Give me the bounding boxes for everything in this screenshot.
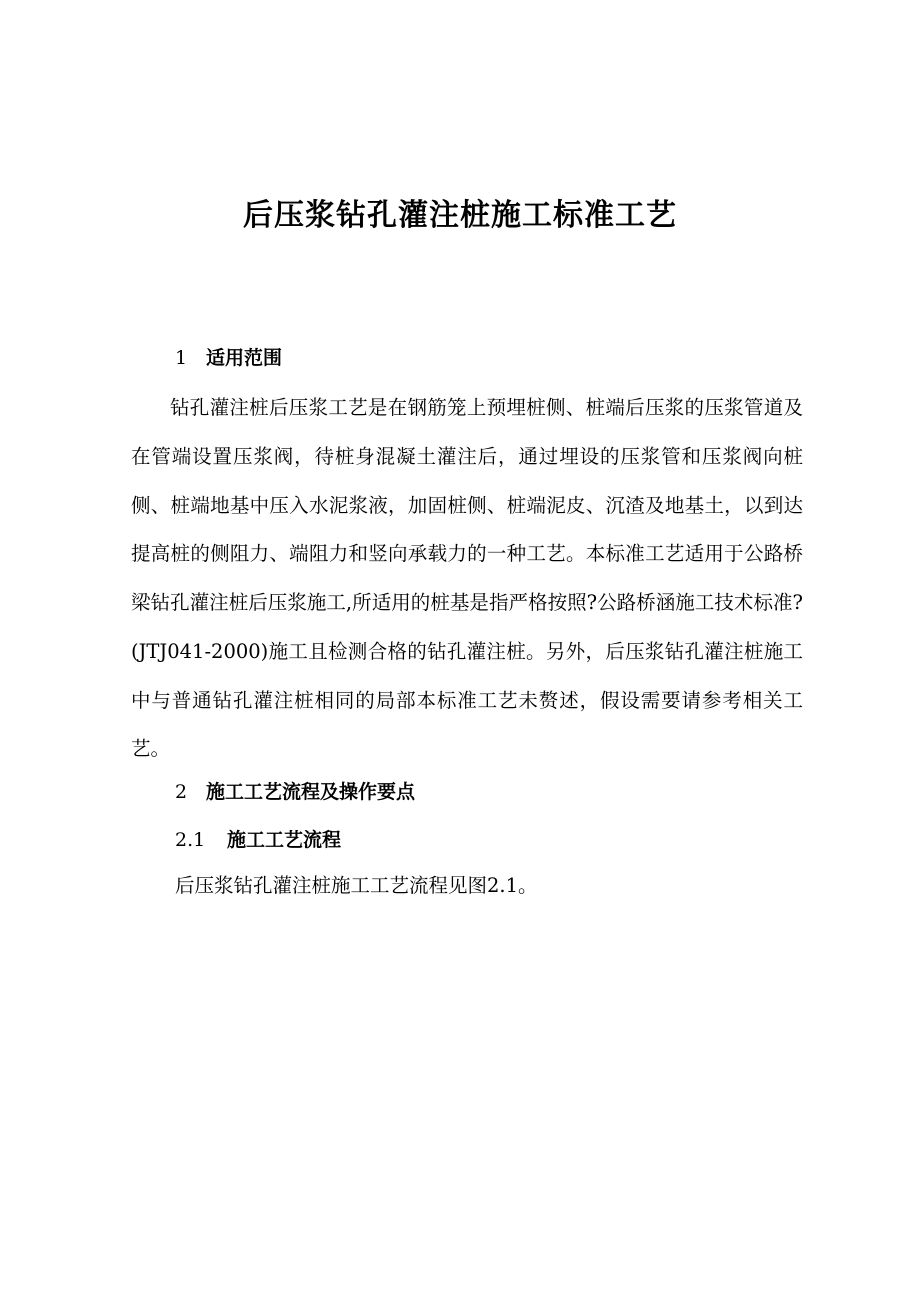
section-title: 适用范围 (206, 347, 283, 369)
section-paragraph-2-1: 后压浆钻孔灌注桩施工工艺流程见图2.1。 (175, 874, 538, 897)
section-heading-2 (175, 777, 415, 807)
section-heading-2-1 (175, 825, 341, 855)
document-title: 后压浆钻孔灌注桩施工标准工艺 (243, 198, 677, 233)
section-paragraph-1: 钻孔灌注桩后压浆工艺是在钢筋笼上预埋桩侧、桩端后压浆的压浆管道及在管端设置压浆阀，待桩身混凝土灌注后，通过埋设的压浆管和压浆阀向桩侧、桩端地基中压入水泥浆液，加固桩侧、桩端泥皮、沉渣及地基土，以到达提高桩的侧阻力、端阻力和竖向承载力的一种工艺。本标准工艺适用于公路桥梁钻孔灌注桩后压浆施工,所适用的桩基是指严格按照?公路桥涵施工技术标准?(JTJ041-2000)施工且检测合格的钻孔灌注桩。另外，后压浆钻孔灌注桩施工中与普通钻孔灌注桩相同的局部本标准工艺未赘述，假设需要请参考相关工艺。 (131, 396, 803, 761)
section-heading-1 (175, 343, 282, 373)
section-number: 1 (175, 347, 188, 369)
section-title: 施工工艺流程 (227, 829, 342, 851)
section-number: 2.1 (175, 829, 206, 851)
section-title: 施工工艺流程及操作要点 (206, 781, 416, 803)
section-number: 2 (175, 781, 188, 803)
